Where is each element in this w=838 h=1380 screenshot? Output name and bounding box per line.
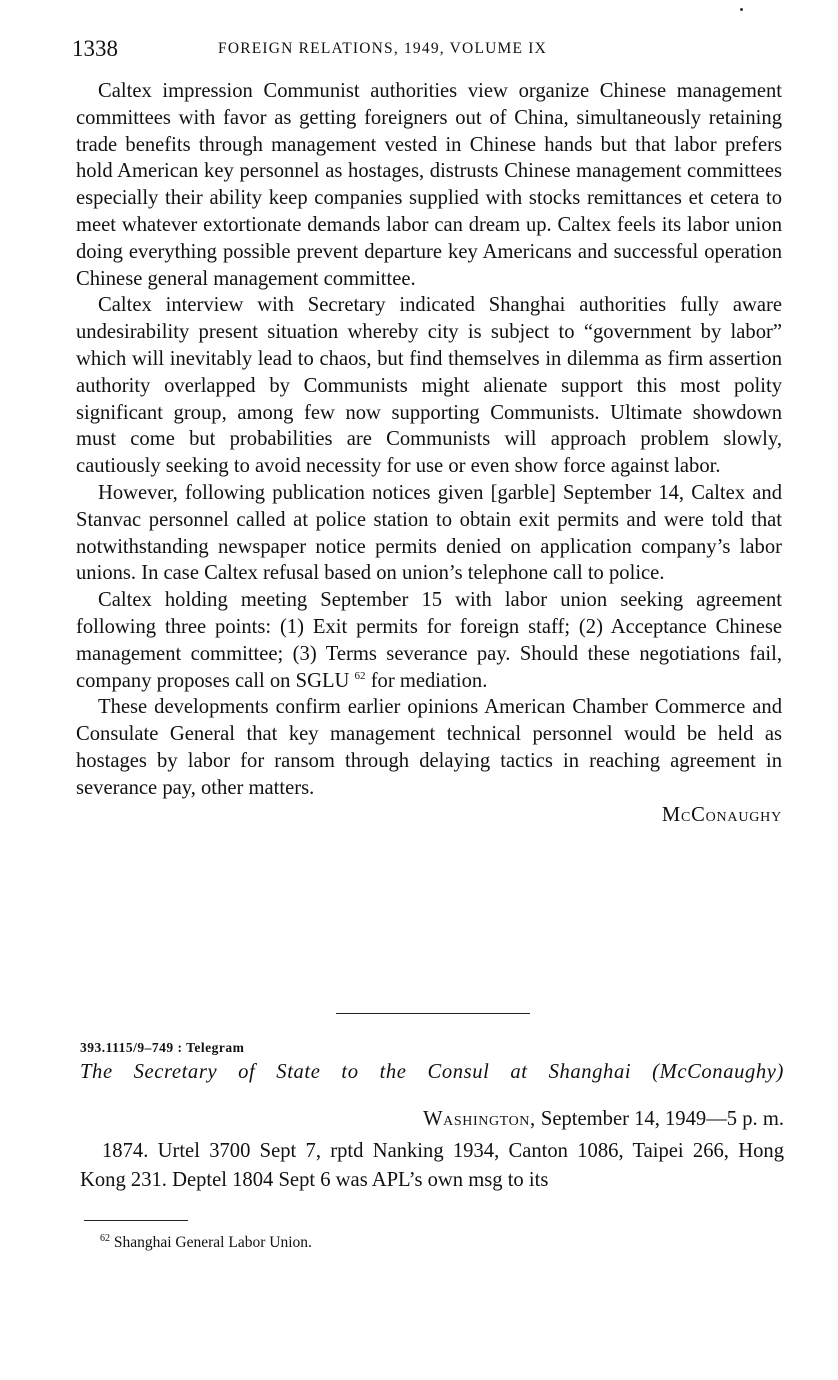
footnote-reference[interactable]: 62 bbox=[354, 669, 366, 682]
telegram-body-text bbox=[76, 78, 782, 828]
print-speck bbox=[740, 8, 743, 11]
section-divider bbox=[336, 1013, 530, 1014]
running-head: FOREIGN RELATIONS, 1949, VOLUME IX bbox=[218, 40, 547, 57]
page-number: 1338 bbox=[72, 36, 118, 61]
document-title: The Secretary of State to the Consul at Shanghai (McConaughy) bbox=[80, 1061, 784, 1083]
dateline-date: September 14, 1949—5 p. m. bbox=[535, 1108, 784, 1130]
page-header bbox=[72, 36, 784, 70]
paragraph: These developments confirm earlier opinions American Chamber Commerce and Consulate General that key management technical personnel would be held as hostages by labor for ransom through delaying tactics in reaching agreement in severance pay, other matters. bbox=[76, 696, 782, 799]
footnote bbox=[100, 1234, 312, 1252]
paragraph-with-footnote bbox=[76, 587, 782, 694]
paragraph: Caltex impression Communist authorities view organize Chinese management committees with favor as getting foreigners out of China, simultaneously retaining trade benefits through management vested in Chinese hands but that labor prefers hold American key personnel as hostages, distrusts Chinese management committees especially their ability keep companies supplied with stocks remittances et cetera to meet whatever extortionate demands labor can dream up. Caltex feels its labor union doing everything possible prevent departure key Americans and successful operation Chinese general management committee. bbox=[76, 80, 782, 290]
dateline bbox=[80, 1108, 784, 1131]
telegram-text: 1874. Urtel 3700 Sept 7, rptd Nanking 1934, Canton 1086, Taipei 266, Hong Kong 231. Deptel 1804 Sept 6 was APL’s own msg to its bbox=[80, 1140, 784, 1191]
document-reference: 393.1115/9–749 : Telegram bbox=[80, 1040, 245, 1055]
footnote-number: 62 bbox=[100, 1232, 110, 1244]
paragraph-text: Caltex holding meeting September 15 with labor union seeking agreement following three points: (1) Exit permits for foreign staff; (2) Acceptance Chinese management committee; (3) Terms severance pay. Should these negotiations fail, company proposes call on SGLU bbox=[76, 589, 782, 692]
dateline-place: Washington, bbox=[423, 1108, 536, 1130]
paragraph: Caltex interview with Secretary indicated Shanghai authorities fully aware undesirability present situation whereby city is subject to “government by labor” which will inevitably lead to chaos, but find themselves in dilemma as firm assertion authority overlapped by Communists might alienate support this most polity significant group, among few now supporting Communists. Ultimate showdown must come but probabilities are Communists will approach problem slowly, cautiously seeking to avoid necessity for use or even show force against labor. bbox=[76, 294, 782, 478]
footnote-divider bbox=[84, 1220, 188, 1221]
paragraph: However, following publication notices given [garble] September 14, Caltex and Stanvac personnel called at police station to obtain exit permits and were told that notwithstanding newspaper notice permits denied on application company’s labor unions. In case Caltex refusal based on union’s telephone call to police. bbox=[76, 481, 782, 585]
signature: McConaughy bbox=[661, 803, 782, 826]
footnote-text: Shanghai General Labor Union. bbox=[110, 1234, 312, 1251]
paragraph-tail: for mediation. bbox=[365, 669, 488, 692]
